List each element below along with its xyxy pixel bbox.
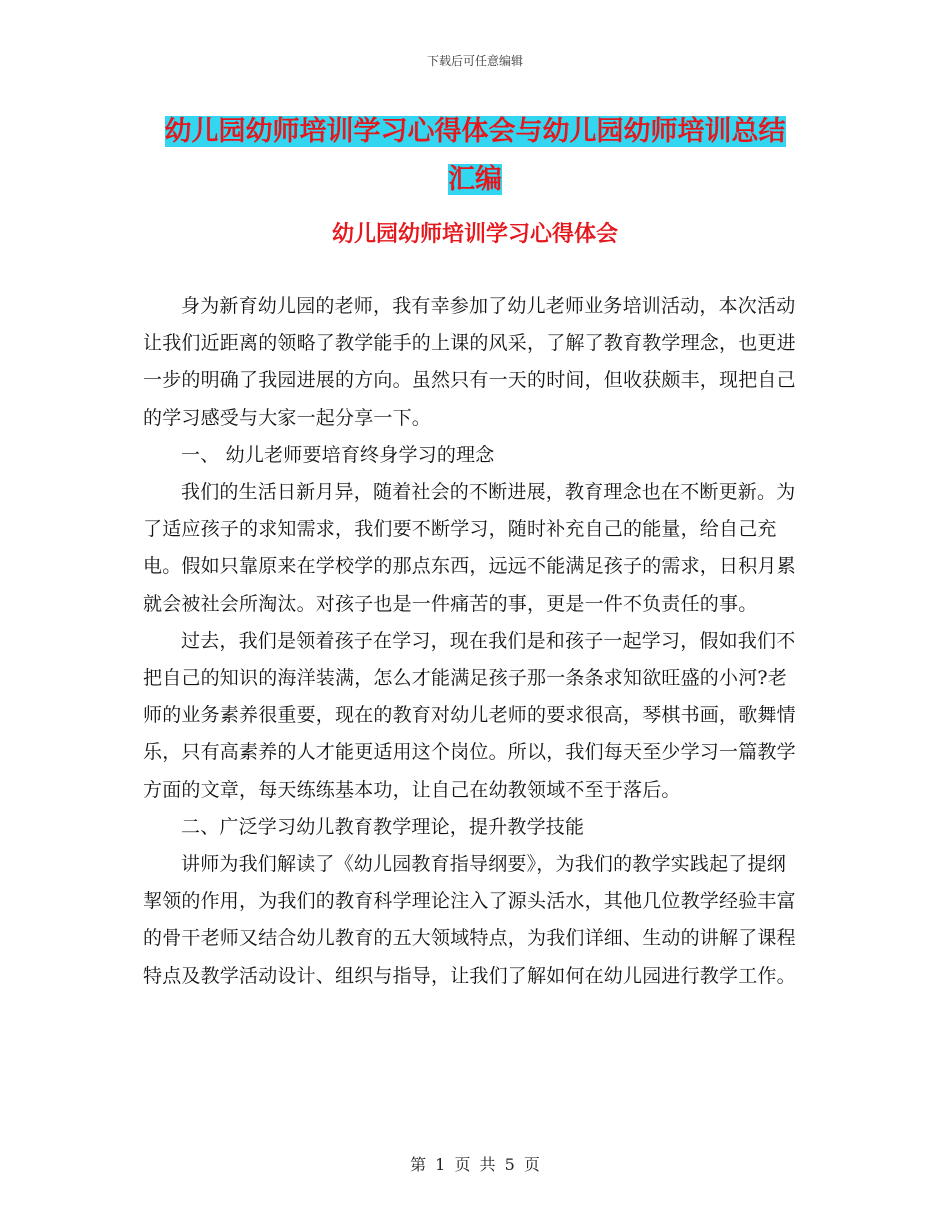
paragraph: 过去，我们是领着孩子在学习，现在我们是和孩子一起学习，假如我们不把自己的知识的海洋装满，怎么才能满足孩子那一条条求知欲旺盛的小河?老师的业务素养很重要，现在的教育对幼儿老师的要求很高，琴棋书画，歌舞情乐，只有高素养的人才能更适用这个岗位。所以，我们每天至少学习一篇教学方面的文章，每天练练基本功，让自己在幼教领域不至于落后。 <box>143 629 796 801</box>
heading-section-1: 一、 幼儿老师要培育终身学习的理念 <box>181 443 495 466</box>
paragraph: 我们的生活日新月异，随着社会的不断进展，教育理念也在不断更新。为了适应孩子的求知需求，我们要不断学习，随时补充自己的能量，给自己充电。假如只靠原来在学校学的那点东西，远远不能满足孩子的需求，日积月累就会被社会所淘汰。对孩子也是一件痛苦的事，更是一件不负责任的事。 <box>143 481 796 615</box>
title-line-1: 幼儿园幼师培训学习心得体会与幼儿园幼师培训总结 <box>164 116 786 147</box>
title-line-2: 汇编 <box>448 164 502 195</box>
heading-section-2: 二、广泛学习幼儿教育教学理论，提升教学技能 <box>181 815 585 838</box>
paragraph: 讲师为我们解读了《幼儿园教育指导纲要》，为我们的教学实践起了提纲挈领的作用，为我们的教育科学理论注入了源头活水，其他几位教学经验丰富的骨干老师又结合幼儿教育的五大领域特点，为我们详细、生动的讲解了课程特点及教学活动设计、组织与指导，让我们了解如何在幼儿园进行教学工作。 <box>143 853 796 987</box>
paragraph-intro: 身为新育幼儿园的老师，我有幸参加了幼儿老师业务培训活动，本次活动让我们近距离的领略了教学能手的上课的风采，了解了教育教学理念，也更进一步的明确了我园进展的方向。虽然只有一天的时间，但收获颇丰，现把自己的学习感受与大家一起分享一下。 <box>143 295 796 429</box>
section-title: 幼儿园幼师培训学习心得体会 <box>331 222 618 247</box>
body-text <box>143 288 803 995</box>
page-footer: 第 1 页 共 5 页 <box>410 1155 540 1174</box>
header-note: 下载后可任意编辑 <box>426 54 523 68</box>
document-title <box>140 108 810 204</box>
